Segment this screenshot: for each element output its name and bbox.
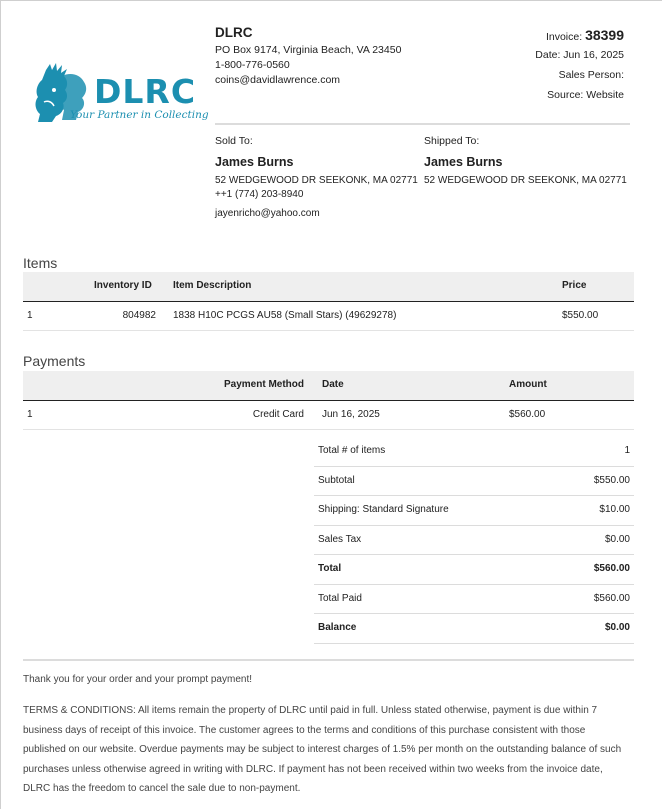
company-phone: 1-800-776-0560 [215,59,290,71]
sold-to-email: jayenricho@yahoo.com [215,208,320,219]
totals-value: $560.00 [593,592,630,604]
totals-label: Total # of items [318,445,386,456]
col-price: Price [562,280,587,291]
totals-label: Total Paid [318,592,362,604]
totals-row-shipping [314,496,634,526]
footer-divider [23,659,634,661]
company-address: PO Box 9174, Virginia Beach, VA 23450 [215,44,402,56]
item-price: $550.00 [562,310,599,321]
company-info [215,25,401,88]
shipped-to-block [424,134,627,188]
items-title: Items [23,255,58,271]
terms-and-conditions: TERMS & CONDITIONS: All items remain the property of DLRC until paid in full. Unless stated otherwise, payment is due within 7 business days of receipt of this invoice. The customer agrees to the terms and conditions of this purchase consistent with those published on our website. Overdue payments may be subject to interest charges of 1.5% per month on the outstanding balance of such purchases unless otherwise agreed in writing with DLRC. If payment has not been received within two weeks from the invoice date, DLRC has the freedom to cancel the sale due to non-payment. [23,705,622,795]
totals-row-items [314,437,634,467]
sold-to-phone: ++1 (774) 203-8940 [215,189,304,200]
col-item-description: Item Description [173,280,252,291]
col-amount: Amount [509,379,547,390]
header-divider [215,123,630,125]
payments-table-header [23,371,634,401]
invoice-meta [535,25,624,105]
totals-value: 1 [624,445,630,456]
totals-table [314,437,634,644]
totals-value: $560.00 [593,563,630,574]
shipped-to-label: Shipped To: [424,135,480,147]
totals-row-total-paid [314,585,634,615]
col-inventory-id: Inventory ID [94,280,152,291]
shipped-to-address: 52 WEDGEWOOD DR SEEKONK, MA 02771 [424,175,627,186]
items-table-header [23,272,634,302]
sold-to-block [215,134,418,221]
thank-you-note: Thank you for your order and your prompt payment! [23,674,253,685]
totals-label: Subtotal [318,474,355,486]
totals-row-balance [314,614,634,644]
invoice-source: Source: Website [547,89,624,101]
totals-label: Shipping: Standard Signature [318,504,449,515]
item-inventory-id: 804982 [122,310,156,321]
company-logo [32,62,209,128]
col-payment-method: Payment Method [223,379,304,390]
item-description: 1838 H10C PCGS AU58 (Small Stars) (49629278) [173,310,397,321]
totals-label: Sales Tax [318,533,362,545]
table-row [23,302,634,331]
totals-row-subtotal [314,467,634,497]
totals-value: $550.00 [593,474,630,486]
totals-value: $0.00 [604,622,630,633]
totals-row-total [314,555,634,585]
totals-value: $10.00 [599,504,630,515]
payment-row-number: 1 [27,409,33,420]
invoice-number-row [535,25,624,45]
totals-row-sales-tax [314,526,634,556]
col-payment-date: Date [322,379,344,390]
logo-wordmark: DLRC [94,72,197,111]
totals-label: Total [318,563,342,574]
payments-table [23,371,634,430]
sold-to-label: Sold To: [215,135,253,147]
totals-label: Balance [318,622,357,633]
invoice-number: 38399 [585,27,624,43]
sold-to-address: 52 WEDGEWOOD DR SEEKONK, MA 02771 [215,175,418,186]
payments-title: Payments [23,353,86,369]
logo-tagline: Your Partner in Collecting [70,109,209,121]
sales-person: Sales Person: [558,69,624,81]
item-row-number: 1 [27,310,33,321]
shipped-to-name: James Burns [424,155,503,169]
table-row [23,401,634,430]
company-email: coins@davidlawrence.com [215,74,341,86]
sold-to-name: James Burns [215,155,294,169]
items-table [23,272,634,331]
payment-amount: $560.00 [509,409,546,420]
payment-date: Jun 16, 2025 [322,409,380,420]
totals-value: $0.00 [604,533,630,545]
payment-method: Credit Card [252,409,304,420]
invoice-date: Date: Jun 16, 2025 [535,49,624,61]
invoice-label: Invoice: [545,31,583,43]
company-name: DLRC [215,25,253,40]
